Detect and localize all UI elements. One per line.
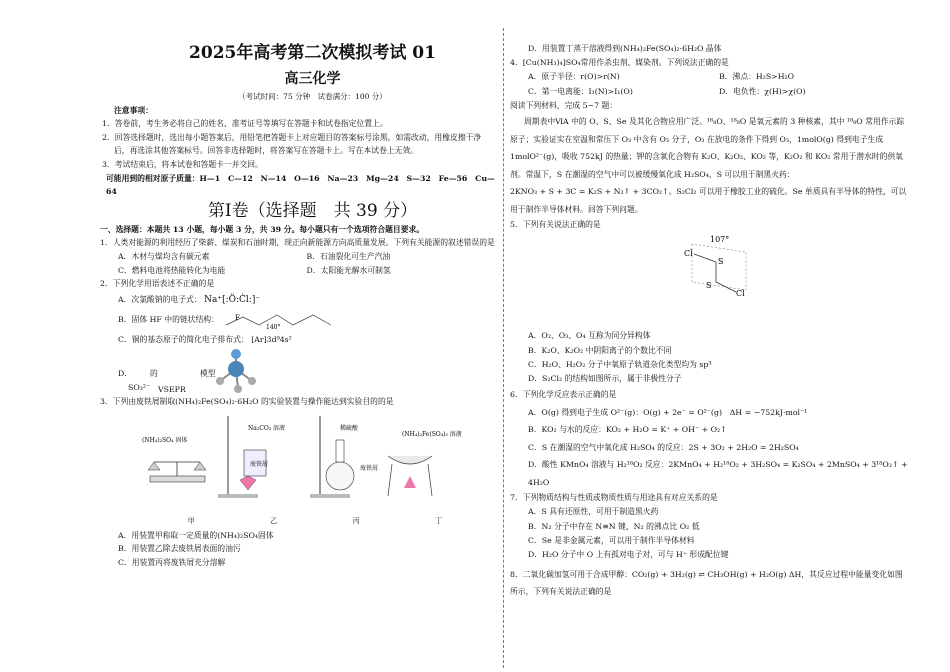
passage-paragraph: 2KNO₃ + S + 3C = K₂S + N₂↑ + 3CO₂↑。S₂Cl₂ 可以用于橡胶工业的硫化。Se 单质具有半导体的特性，可以用于制作半导体材料。回答下列问题。 [510,187,907,214]
exam-meta: （考试时间：75 分钟 试卷满分：100 分） [238,92,387,101]
atom-label: Cl [736,289,745,299]
option-b [510,421,910,439]
apparatus-figure [140,410,470,508]
option-a: A．用装置甲称取一定质量的(NH₄)₂SO₄固体 [118,530,274,540]
apparatus-label: 丁 [435,516,443,525]
option-text: B．KO₂ 与水的反应： [528,425,606,435]
bond-angle-label: 107° [710,235,730,245]
question-3 [100,395,495,570]
s2cl2-structure-figure [510,232,910,324]
hf-chain-figure [221,309,341,331]
option-b: B．用装置乙除去废铁屑表面的油污 [118,544,241,554]
question-stem: 1．人类对能源的利用经历了柴薪、煤炭和石油时期，现正向新能源方向高质量发展。下列有关能源的叙述错误的是 [100,238,495,248]
option-d: D．H₂O 分子中 O 上有孤对电子对，可与 H⁺ 形成配位键 [528,550,729,560]
question-6 [510,386,910,491]
apparatus-labels [150,515,480,529]
option-d: D．用装置丁蒸干溶液得到(NH₄)₂Fe(SO₄)₂·6H₂O 晶体 [528,44,722,53]
option-text: B．固体 HF 中的链状结构： [118,314,219,324]
exam-title: 2025年高考第二次模拟考试 01 [189,43,436,63]
apparatus-label: 乙 [270,516,278,525]
question-stem: 6．下列化学反应表示正确的是 [510,390,617,400]
option-a [510,404,910,422]
fig-label: 稀硫酸 [340,425,359,433]
option-b: B．N₂ 分子中存在 N≡N 键，N₂ 的沸点比 O₂ 低 [528,521,700,531]
option-d [510,456,910,491]
question-stem: 4．[Cu(NH₃)₄]SO₄常用作杀虫剂、媒染剂。下列说法正确的是 [510,58,729,68]
question-stem: 8．二氧化碳加氢可用于合成甲醇：CO₂(g) + 3H₂(g) ⇌ CH₃OH(g) + H₂O(g) ΔH，其反应过程中能量变化如图所示，下列有关说法正确的是 [510,570,903,597]
volume-title: 第Ⅰ卷（选择题 共 39 分） [207,200,418,221]
option-d: D．太阳能光解水可制氢 [306,265,391,275]
option-text: C．铜的基态原子的简化电子排布式： [118,334,249,344]
passage-intro: 阅读下列材料，完成 5~7 题： [510,100,618,110]
question-1 [100,236,495,277]
equation: 2KMnO₄ + H₂¹⁸O₂ + 3H₂SO₄ = K₂SO₄ + 2MnSO₄ + 3¹⁸O₂↑ + 4H₂O [528,460,908,487]
question-stem: 5．下列有关说法正确的是 [510,220,601,230]
option-c: C．Se 是非金属元素，可以用于制作半导体材料 [528,535,695,545]
option-a: A．O₂、O₃、O₄ 互称为同分异构体 [528,331,651,341]
question-8 [510,566,910,600]
option-text: 的 [150,368,158,378]
equation: 2S + 3O₂ + 2H₂O = 2H₂SO₄ [688,442,799,452]
note-item: 3．考试结束后，将本试卷和答题卡一并交回。 [102,159,263,169]
option-a: A．木材与煤均含有碳元素 [118,251,210,261]
option-text: D． [118,368,133,378]
model-name: VSEPR [158,384,186,394]
fig-label: 废铁屑 [250,461,269,469]
electron-config: [Ar]3d⁹4s² [251,334,292,344]
apparatus-label: 甲 [187,516,195,525]
option-a [100,291,495,309]
right-column [510,42,910,600]
option-c: C．用装置丙将废铁屑充分溶解 [118,557,226,567]
option-d: D．电负性：χ(H)>χ(O) [719,86,806,96]
option-b: B．石油裂化可生产汽油 [306,251,391,261]
option-a: A．S 具有还原性，可用于制造黑火药 [528,507,659,517]
question-stem: 2．下列化学用语表述不正确的是 [100,279,215,289]
passage-paragraph: 周期表中ⅥA 中的 O、S、Se 及其化合物应用广泛。¹⁶₈O、¹⁸₈O 是氧元素的 3 种核素，其中 ¹⁸₈O 常用作示踪原子；实验证实在室温和常压下 O₃ 中含有 O₃ 分子，O₃ 在放电的条件下得到 O₃，1molO(g) 得到电子生成 1molO²⁻(g)，吸收 752kJ 的热量；钾的含氧化合物有 K₂O、K₂O₂、KO₂ 等，K₂O₂ 和 KO₂ 常用于潜水时的供氧剂。常温下，S 在潮湿的空气中可以被缓慢氧化成 H₂SO₄，S 可以用于制黑火药： [510,117,905,179]
option-b [100,309,495,331]
option-c: C．燃料电池将热能转化为电能 [118,265,226,275]
fig-label: (NH₄)₂Fe(SO₄)₂ 溶液 [402,431,462,439]
exam-subtitle: 高三化学 [284,71,341,87]
column-divider [503,28,504,668]
notes-heading: 注意事项： [114,105,153,115]
option-c [100,331,495,349]
electron-formula: Na⁺[:Ö:Ċl:]⁻ [204,294,261,305]
angle-label: 140° [266,323,281,331]
question-stem: 7．下列物质结构与性质或物质性质与用途具有对应关系的是 [510,493,718,503]
note-item: 1．答卷前，考生务必将自己的姓名、准考证号等填写在答题卡和试卷指定位置上。 [102,119,388,129]
option-text: A．次氯酸钠的电子式： [118,294,202,304]
atom-label: Cl [684,249,693,259]
atom-label: F [235,313,241,322]
option-text: D．酸性 KMnO₄ 溶液与 H₂¹⁸O₂ 反应： [528,460,669,470]
option-c: C．第一电离能：I₁(N)>I₁(O) [528,86,633,96]
ion-formula: SO₃²⁻ [128,382,151,392]
option-c: C．H₂O、H₂O₂ 分子中氧原子轨道杂化类型均为 sp³ [528,359,712,369]
atomic-masses: 可能用到的相对原子质量：H—1 C—12 N—14 O—16 Na—23 Mg—24 S—32 Fe—56 Cu—64 [106,173,495,197]
section-heading: 一、选择题：本题共 13 小题，每小题 3 分，共 39 分。每小题只有一个选项符合题目要求。 [100,224,425,234]
left-column [100,40,495,569]
atom-label: S [706,281,712,291]
question-stem: 3．下列由废铁屑制取(NH₄)₂Fe(SO₄)₂·6H₂O 的实验装置与操作能达到实验目的的是 [100,396,394,406]
question-7 [510,491,910,562]
fig-label: (NH₄)₂SO₄ 固体 [142,437,188,445]
equation: O(g) + 2e⁻ = O²⁻(g) ΔH = −752kJ·mol⁻¹ [643,407,808,417]
option-text: C．S 在潮湿的空气中氧化成 H₂SO₄ 的反应： [528,442,689,452]
option-b: B．沸点：H₂S>H₂O [719,72,795,82]
option-text: 模型 [200,368,216,378]
apparatus-label: 丙 [352,516,360,525]
option-d: D．S₂Cl₂ 的结构如图所示，属于非极性分子 [528,374,682,384]
option-a: A．原子半径：r(O)>r(N) [528,72,620,82]
option-c [510,439,910,457]
question-4 [510,56,910,99]
vsepr-model-figure [212,349,260,395]
atom-label: S [718,257,724,267]
question-5 [510,218,910,386]
fig-label: Na₂CO₃ 溶液 [248,425,286,433]
option-text: A．O(g) 得到电子生成 O²⁻(g)： [528,407,644,417]
question-2 [100,277,495,395]
note-item: 2．回答选择题时，选出每小题答案后，用铅笔把答题卡上对应题目的答案标号涂黑。如需改动，用橡皮擦干净后，再选涂其他答案标号。回答非选择题时，将答案写在答题卡上。写在本试卷上无效。 [102,132,482,156]
fig-label: 废铁屑 [360,465,379,473]
equation: KO₂ + H₂O = K⁺ + OH⁻ + O₂↑ [605,425,727,435]
option-d [100,349,495,395]
option-b: B．K₂O、K₂O₂ 中阴阳离子的个数比不同 [528,345,672,355]
notes-block [100,104,495,199]
